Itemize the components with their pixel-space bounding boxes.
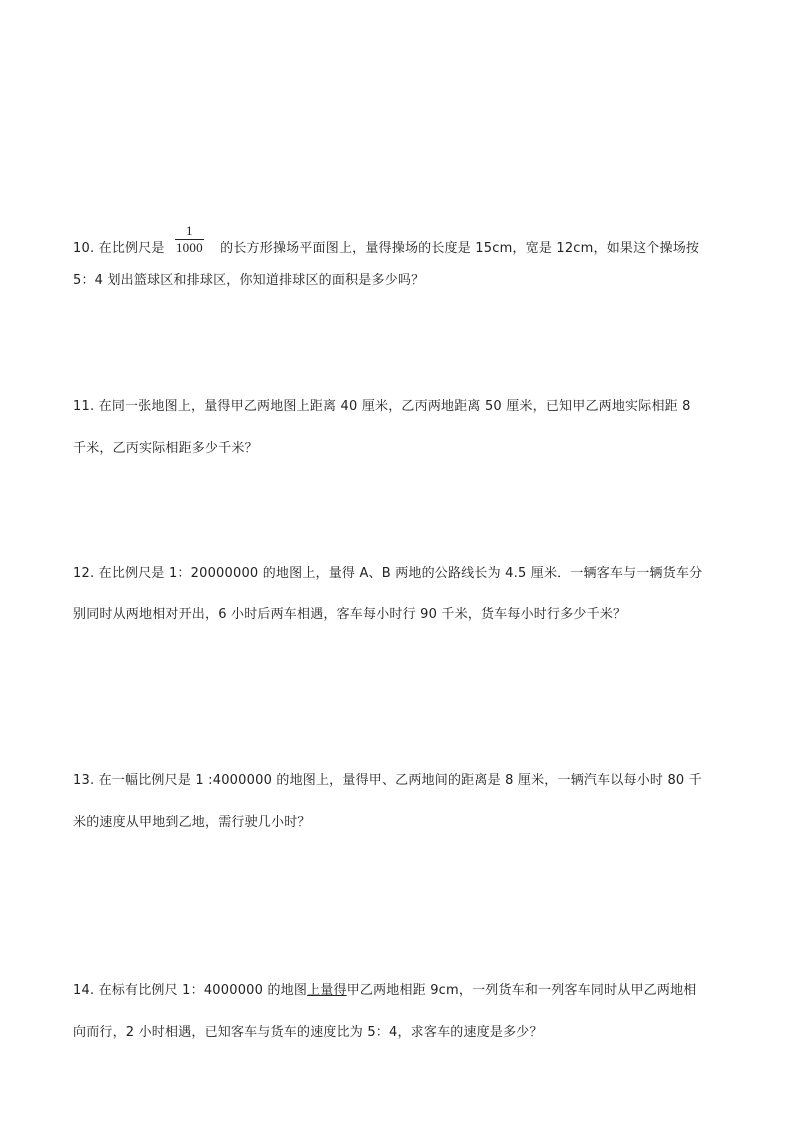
problem-number: 11. (73, 399, 95, 414)
problem-number: 13. (73, 773, 95, 788)
fraction-numerator: 1 (186, 223, 193, 238)
problem-text: 米的速度从甲地到乙地，需行驶几小时？ (73, 815, 311, 830)
problem-11-line-1 (73, 398, 691, 416)
problem-text: 在一幅比例尺是 1 :4000000 的地图上，量得甲、乙两地间的距离是 8 厘米，一辆汽车以每小时 80 千 (98, 773, 702, 788)
problem-text-underlined: 上量得 (307, 983, 347, 998)
problem-14-line-2 (73, 1024, 543, 1042)
scale-fraction (175, 223, 204, 256)
problem-text: 在同一张地图上，量得甲乙两地图上距离 40 厘米，乙丙两地距离 50 厘米，已知甲乙两地实际相距 8 (98, 399, 691, 414)
problem-number: 12. (73, 566, 95, 581)
problem-text: 千米，乙丙实际相距多少千米？ (73, 441, 258, 456)
problem-10-line-2 (73, 272, 424, 290)
problem-number: 10. (73, 241, 95, 256)
problem-text: 的长方形操场平面图上，量得操场的长度是 15cm，宽是 12cm，如果这个操场按 (220, 241, 700, 256)
problem-text: 5：4 划出篮球区和排球区，你知道排球区的面积是多少吗？ (73, 273, 425, 288)
problem-13-line-2 (73, 814, 311, 832)
problem-12-line-2 (73, 606, 626, 624)
problem-13-line-1 (73, 772, 702, 790)
problem-12-line-1 (73, 565, 702, 583)
problem-text: 在标有比例尺 1：4000000 的地图 (98, 983, 308, 998)
problem-text: 甲乙两地相距 9cm，一列货车和一列客车同时从甲乙两地相 (346, 983, 697, 998)
problem-11-line-2 (73, 440, 258, 458)
problem-text: 在比例尺是 (98, 241, 165, 256)
problem-10-line-1 (73, 223, 700, 265)
fraction-denominator: 1000 (175, 240, 203, 255)
problem-text: 在比例尺是 1：20000000 的地图上，量得 A、B 两地的公路线长为 4.5 厘米．一辆客车与一辆货车分 (98, 566, 703, 581)
problem-number: 14. (73, 983, 95, 998)
problem-14-line-1 (73, 982, 697, 1000)
problem-text: 别同时从两地相对开出，6 小时后两车相遇，客车每小时行 90 千米，货车每小时行多少千米？ (73, 607, 627, 622)
problem-text: 向而行，2 小时相遇，已知客车与货车的速度比为 5：4，求客车的速度是多少？ (73, 1025, 543, 1040)
